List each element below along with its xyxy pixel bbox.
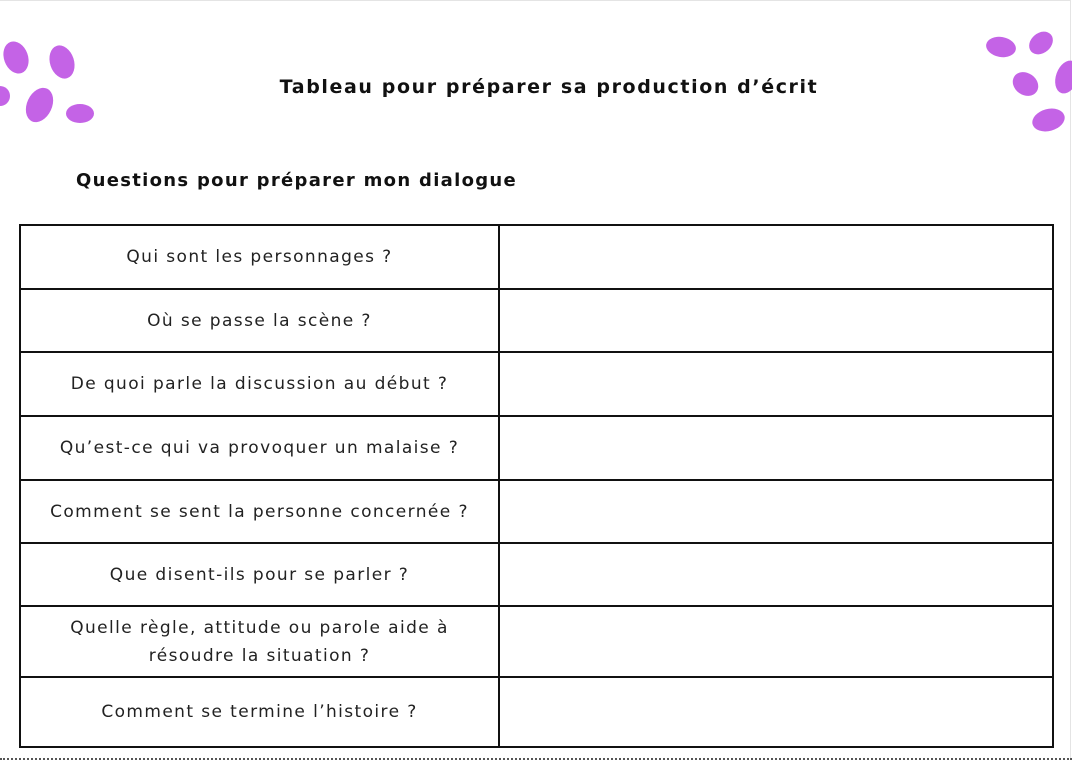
question-cell: Où se passe la scène ? <box>20 289 499 352</box>
question-cell: Que disent-ils pour se parler ? <box>20 543 499 606</box>
answer-cell[interactable] <box>499 289 1053 352</box>
question-cell: Comment se sent la personne concernée ? <box>20 480 499 543</box>
section-subtitle: Questions pour préparer mon dialogue <box>76 170 518 191</box>
question-cell: De quoi parle la discussion au début ? <box>20 352 499 416</box>
answer-cell[interactable] <box>499 543 1053 606</box>
table-row <box>20 352 1053 416</box>
question-cell: Qu’est-ce qui va provoquer un malaise ? <box>20 416 499 480</box>
table-row <box>20 677 1053 747</box>
table-row <box>20 289 1053 352</box>
question-cell: Qui sont les personnages ? <box>20 225 499 289</box>
table-row <box>20 480 1053 543</box>
preparation-table <box>19 224 1054 748</box>
answer-cell[interactable] <box>499 225 1053 289</box>
page-title: Tableau pour préparer sa production d’écrit <box>279 76 819 98</box>
answer-cell[interactable] <box>499 352 1053 416</box>
question-cell: Comment se termine l’histoire ? <box>20 677 499 747</box>
answer-cell[interactable] <box>499 416 1053 480</box>
table-row <box>20 416 1053 480</box>
page-bottom-border <box>0 758 1072 760</box>
answer-cell[interactable] <box>499 606 1053 677</box>
table-row <box>20 225 1053 289</box>
answer-cell[interactable] <box>499 677 1053 747</box>
table-row <box>20 606 1053 677</box>
decoration-blob <box>66 104 94 123</box>
table-row <box>20 543 1053 606</box>
answer-cell[interactable] <box>499 480 1053 543</box>
question-cell: Quelle règle, attitude ou parole aide à résoudre la situation ? <box>20 606 499 677</box>
